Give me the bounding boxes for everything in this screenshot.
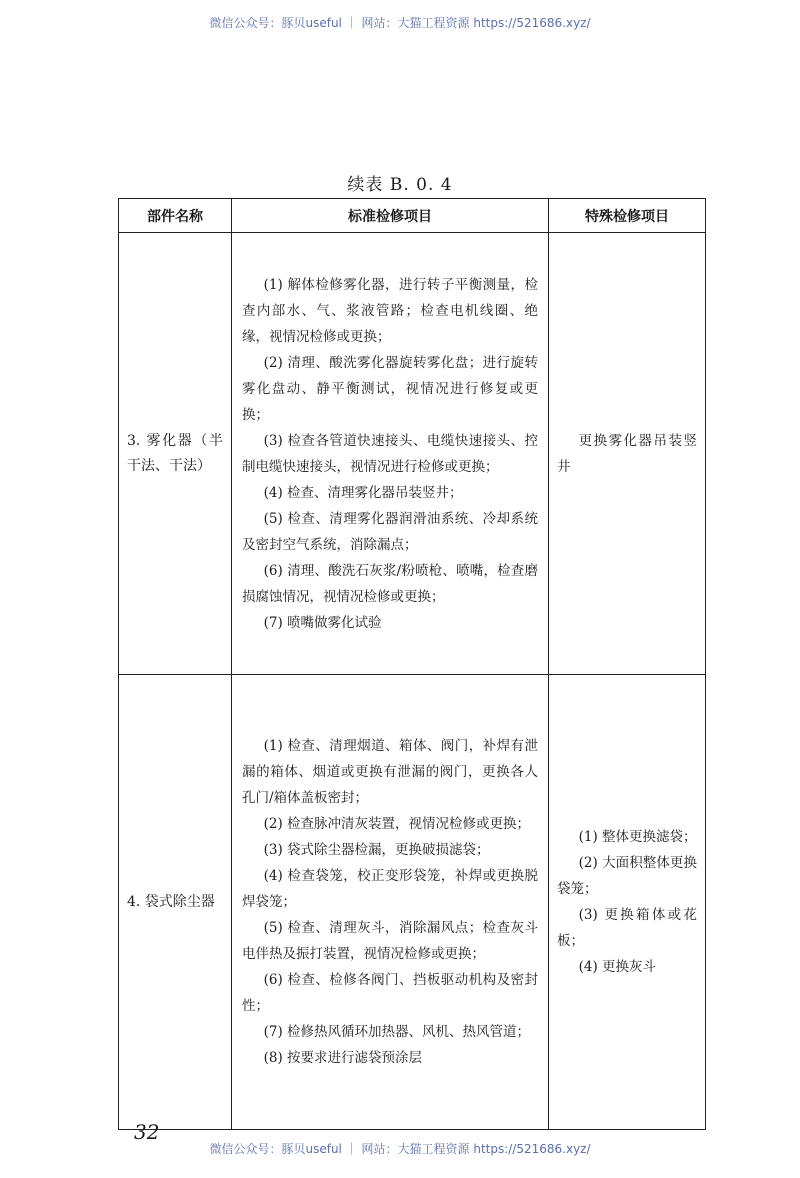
header-part-name: 部件名称 xyxy=(119,199,232,233)
special-items-cell xyxy=(549,233,706,675)
part-name-cell: 3. 雾化器（半干法、干法） xyxy=(119,233,232,675)
standard-item: (1) 解体检修雾化器，进行转子平衡测量，检查内部水、气、浆液管路；检查电机线圈、绝缘，视情况检修或更换； xyxy=(242,276,538,345)
standard-item: (5) 检查、清理灰斗，消除漏风点；检查灰斗电伴热及振打装置，视情况检修或更换； xyxy=(242,920,538,962)
standard-item: (6) 检查、检修各阀门、挡板驱动机构及密封性； xyxy=(242,972,538,1014)
standard-item: (6) 清理、酸洗石灰浆/粉喷枪、喷嘴，检查磨损腐蚀情况，视情况检修或更换； xyxy=(242,562,538,605)
header-standard-items: 标准检修项目 xyxy=(232,199,549,233)
standard-item: (5) 检查、清理雾化器润滑油系统、冷却系统及密封空气系统，消除漏点； xyxy=(242,510,538,553)
standard-items-cell xyxy=(232,233,549,675)
standard-items-cell xyxy=(232,675,549,1130)
standard-item: (3) 袋式除尘器检漏，更换破损滤袋； xyxy=(263,842,490,858)
part-name-cell: 4. 袋式除尘器 xyxy=(119,675,232,1130)
table-header-row xyxy=(119,199,706,233)
header-special-items: 特殊检修项目 xyxy=(549,199,706,233)
standard-item: (4) 检查袋笼，校正变形袋笼，补焊或更换脱焊袋笼； xyxy=(242,868,538,910)
standard-item: (1) 检查、清理烟道、箱体、阀门，补焊有泄漏的箱体、烟道或更换有泄漏的阀门，更换各人孔门/箱体盖板密封； xyxy=(242,738,538,806)
special-item: (1) 整体更换滤袋； xyxy=(578,829,697,845)
standard-item: (3) 检查各管道快速接头、电缆快速接头、控制电缆快速接头，视情况进行检修或更换； xyxy=(242,432,538,475)
table-row xyxy=(119,675,706,1130)
standard-item: (2) 检查脉冲清灰装置，视情况检修或更换； xyxy=(263,816,531,832)
special-items-cell xyxy=(549,675,706,1130)
watermark-top: 微信公众号：豚贝useful ｜ 网站：大猫工程资源 https://521686.xyz/ xyxy=(209,16,591,30)
special-item: (4) 更换灰斗 xyxy=(578,959,657,975)
maintenance-table xyxy=(118,198,706,1130)
standard-item: (2) 清理、酸洗雾化器旋转雾化盘；进行旋转雾化盘动、静平衡测试，视情况进行修复或更换； xyxy=(242,354,538,423)
special-item: (3) 更换箱体或花板； xyxy=(557,907,697,949)
page-number: 32 xyxy=(134,1120,160,1144)
watermark-bottom: 微信公众号：豚贝useful ｜ 网站：大猫工程资源 https://521686.xyz/ xyxy=(209,1142,591,1156)
standard-item: (7) 喷嘴做雾化试验 xyxy=(263,614,382,631)
standard-item: (8) 按要求进行滤袋预涂层 xyxy=(263,1050,423,1066)
special-item: (2) 大面积整体更换袋笼； xyxy=(557,855,697,897)
special-item: 更换雾化器吊装竖井 xyxy=(557,432,697,475)
standard-item: (7) 检修热风循环加热器、风机、热风管道； xyxy=(263,1024,531,1040)
table-title: 续表 B. 0. 4 xyxy=(347,175,453,195)
table-row xyxy=(119,233,706,675)
standard-item: (4) 检查、清理雾化器吊装竖井； xyxy=(263,484,463,501)
